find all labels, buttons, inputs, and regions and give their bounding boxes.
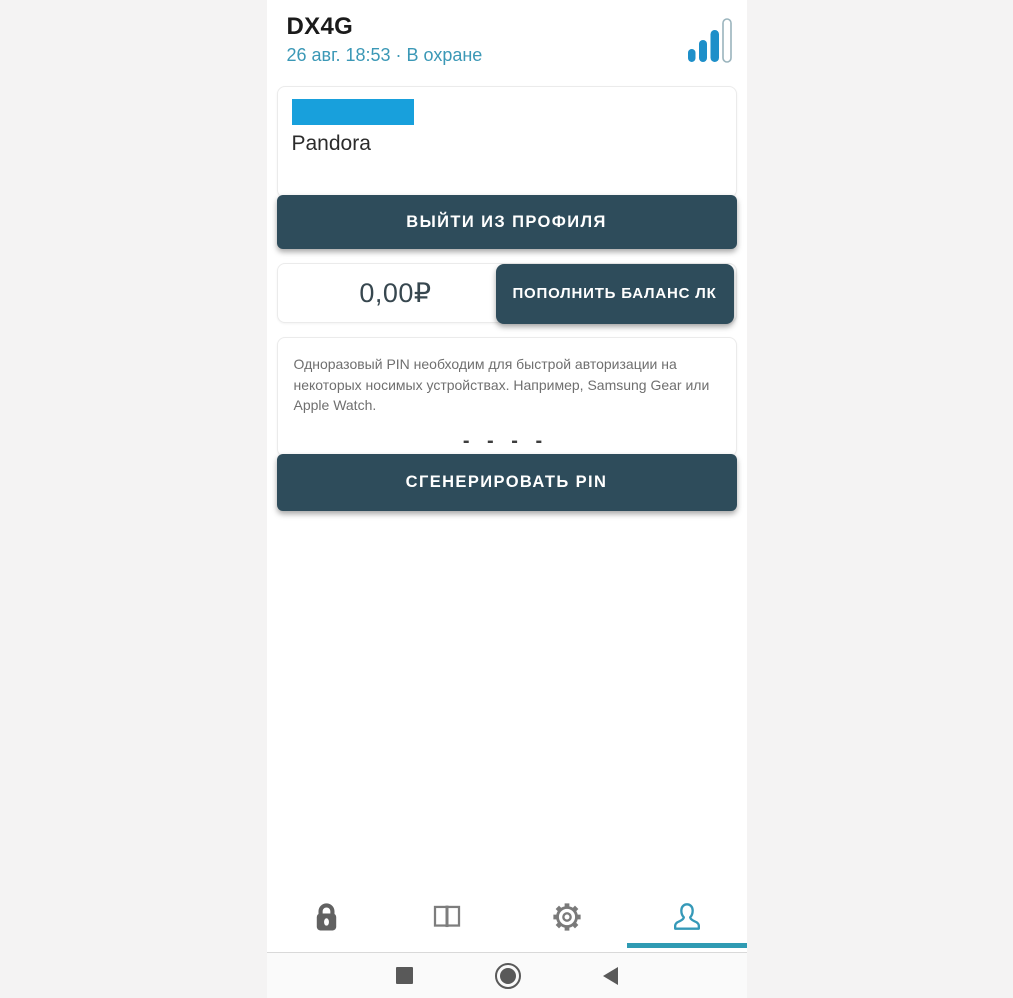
header-text bbox=[287, 13, 483, 66]
pandora-logo bbox=[292, 99, 414, 125]
app-screen bbox=[267, 0, 747, 998]
tab-bar bbox=[267, 895, 747, 952]
lock-icon bbox=[308, 899, 345, 941]
home-circle-dot bbox=[500, 968, 516, 984]
device-title: DX4G bbox=[286, 13, 354, 40]
header bbox=[267, 0, 747, 72]
home-circle-icon[interactable] bbox=[495, 963, 521, 989]
tab-events[interactable] bbox=[387, 895, 507, 952]
generate-pin-button[interactable]: СГЕНЕРИРОВАТЬ PIN bbox=[277, 454, 737, 511]
pin-description: Одноразовый PIN необходим для быстрой авторизации на некоторых носимых устройствах. Например, Samsung Gear или Apple Watch. bbox=[293, 356, 710, 414]
book-icon bbox=[429, 899, 465, 940]
pin-card bbox=[277, 337, 737, 457]
person-icon bbox=[667, 897, 707, 942]
pin-card-body bbox=[278, 338, 736, 456]
main-content bbox=[267, 86, 747, 511]
gear-icon bbox=[548, 898, 586, 941]
tab-security[interactable] bbox=[267, 895, 387, 952]
profile-card bbox=[277, 86, 737, 198]
status-subtitle: 26 авг. 18:53 · В охране bbox=[286, 45, 483, 65]
back-triangle-icon[interactable] bbox=[603, 967, 618, 985]
balance-amount: 0,00₽ bbox=[359, 277, 432, 308]
tab-profile[interactable] bbox=[627, 895, 747, 952]
signal-bars-icon bbox=[687, 15, 733, 72]
recents-square-icon[interactable] bbox=[396, 967, 413, 984]
android-nav-bar bbox=[267, 952, 747, 998]
profile-card-body bbox=[278, 87, 736, 197]
topup-balance-button[interactable]: ПОПОЛНИТЬ БАЛАНС ЛК bbox=[496, 264, 734, 324]
tab-settings[interactable] bbox=[507, 895, 627, 952]
profile-name: Pandora bbox=[291, 132, 371, 155]
pin-placeholder: - - - - bbox=[462, 430, 549, 453]
balance-row bbox=[277, 263, 737, 323]
logout-button[interactable]: ВЫЙТИ ИЗ ПРОФИЛЯ bbox=[277, 195, 737, 249]
